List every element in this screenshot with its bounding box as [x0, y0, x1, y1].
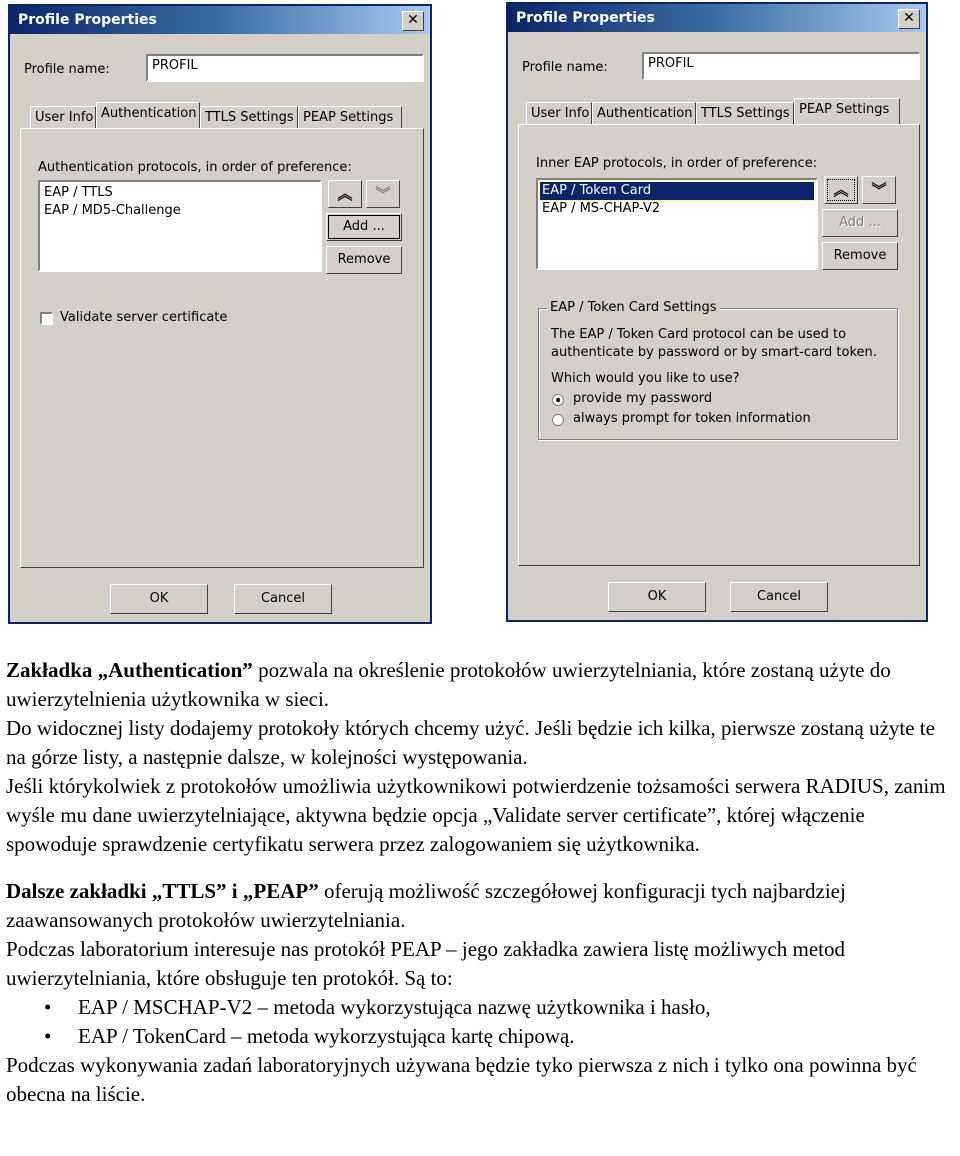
cancel-button[interactable]: Cancel	[730, 582, 828, 612]
paragraph-lab-note: Podczas wykonywania zadań laboratoryjnych używana będzie tyko pierwsza z nich i tylko ona powinna być obecna na liście.	[6, 1053, 917, 1106]
provide-password-label: provide my password	[573, 391, 713, 406]
paragraph-peap-methods: Podczas laboratorium interesuje nas protokół PEAP – jego zakładka zawiera listę możliwych metod uwierzytelniania, które obsługuje ten protokół. Są to:	[6, 937, 845, 990]
profile-name-field[interactable]: PROFIL	[642, 52, 920, 80]
close-button[interactable]	[402, 11, 424, 31]
list-item[interactable]: EAP / TTLS	[44, 185, 113, 200]
group-description-line-1: The EAP / Token Card protocol can be used to	[551, 327, 847, 342]
profile-properties-dialog-peap	[506, 2, 928, 622]
list-item	[6, 993, 956, 1022]
double-chevron-down-icon: ︾	[871, 181, 887, 199]
bullet-icon: •	[44, 995, 52, 1019]
tab-user-info[interactable]: User Info	[526, 102, 592, 124]
bullet-text: EAP / MSCHAP-V2 – metoda wykorzystująca nazwę użytkownika i hasło,	[78, 995, 711, 1019]
token-card-settings-group	[538, 300, 898, 440]
tab-ttls-settings[interactable]: TTLS Settings	[696, 102, 794, 124]
bullet-icon: •	[44, 1024, 52, 1048]
move-down-button[interactable]	[862, 176, 896, 204]
list-item[interactable]: EAP / Token Card	[540, 182, 814, 200]
move-down-button[interactable]	[366, 180, 400, 208]
title-bar[interactable]	[508, 4, 926, 32]
profile-name-label: Profile name:	[522, 60, 608, 75]
group-question: Which would you like to use?	[551, 371, 740, 386]
inner-eap-list[interactable]	[536, 178, 818, 270]
bullet-text: EAP / TokenCard – metoda wykorzystująca kartę chipową.	[78, 1024, 575, 1048]
validate-server-certificate-checkbox[interactable]	[40, 312, 53, 325]
paragraph-validate: Jeśli którykolwiek z protokołów umożliwia użytkownikowi potwierdzenie tożsamości serwera RADIUS, zanim wyśle mu dane uwierzytelniające, aktywna będzie opcja „Validate server certificate”, której włączenie spowoduje sprawdzenie certyfikatu serwera przez zalogowaniem się użytkownika.	[6, 774, 946, 856]
profile-properties-dialog-authentication	[8, 4, 432, 624]
remove-button[interactable]: Remove	[822, 242, 898, 270]
tab-peap-settings[interactable]: PEAP Settings	[298, 106, 402, 128]
move-up-button[interactable]	[328, 180, 362, 208]
validate-server-certificate-label: Validate server certificate	[60, 310, 228, 325]
dialog-title: Profile Properties	[18, 12, 157, 28]
protocols-list[interactable]	[38, 180, 322, 272]
authentication-tab-heading: Zakładka „Authentication”	[6, 658, 253, 682]
close-button[interactable]	[898, 9, 920, 29]
tab-peap-settings[interactable]: PEAP Settings	[794, 98, 900, 124]
title-bar[interactable]	[10, 6, 430, 34]
paragraph-text: pozwala na określenie protokołów uwierzytelniania, które zostaną użyte do uwierzytelnienia użytkownika w sieci.	[6, 658, 891, 711]
profile-name-label: Profile name:	[24, 62, 110, 77]
protocols-list-label: Authentication protocols, in order of preference:	[38, 160, 352, 175]
profile-name-field[interactable]: PROFIL	[146, 54, 424, 82]
provide-password-radio[interactable]	[552, 394, 564, 406]
dialog-title: Profile Properties	[516, 10, 655, 26]
prompt-token-radio[interactable]	[552, 414, 564, 426]
add-button[interactable]: Add ...	[326, 213, 402, 241]
list-item[interactable]: EAP / MD5-Challenge	[44, 203, 181, 218]
list-item[interactable]: EAP / MS-CHAP-V2	[542, 201, 661, 216]
prompt-token-label: always prompt for token information	[573, 411, 811, 426]
paragraph-list-order: Do widocznej listy dodajemy protokoły których chcemy użyć. Jeśli będzie ich kilka, pierwsze zostaną użyte te na górze listy, a następnie dalsze, w kolejności występowania.	[6, 716, 935, 769]
paragraph-spacer	[6, 859, 956, 877]
double-chevron-up-icon: ︽	[337, 185, 353, 203]
paragraph-text: oferują możliwość szczegółowej konfiguracji tych najbardziej zaawansowanych protokołów uwierzytelniania.	[6, 879, 846, 932]
move-up-button[interactable]	[824, 176, 858, 204]
group-description-line-2: authenticate by password or by smart-card token.	[551, 345, 877, 360]
add-button[interactable]: Add ...	[822, 209, 898, 237]
ttls-peap-heading: Dalsze zakładki „TTLS” i „PEAP”	[6, 879, 319, 903]
double-chevron-down-icon: ︾	[375, 185, 391, 203]
close-icon: ✕	[903, 10, 915, 26]
group-title: EAP / Token Card Settings	[547, 300, 720, 315]
remove-button[interactable]: Remove	[326, 246, 402, 274]
ok-button[interactable]: OK	[110, 584, 208, 614]
cancel-button[interactable]: Cancel	[234, 584, 332, 614]
tab-ttls-settings[interactable]: TTLS Settings	[200, 106, 298, 128]
paragraph-authentication	[6, 656, 956, 714]
inner-eap-list-label: Inner EAP protocols, in order of preference:	[536, 156, 818, 171]
list-item	[6, 1022, 956, 1051]
tab-authentication[interactable]: Authentication	[96, 102, 200, 128]
ok-button[interactable]: OK	[608, 582, 706, 612]
tab-authentication[interactable]: Authentication	[592, 102, 696, 124]
paragraph-ttls-peap	[6, 877, 956, 935]
document-body	[6, 656, 956, 1109]
double-chevron-up-icon: ︽	[833, 181, 849, 199]
close-icon: ✕	[407, 12, 419, 28]
tab-user-info[interactable]: User Info	[30, 106, 96, 128]
